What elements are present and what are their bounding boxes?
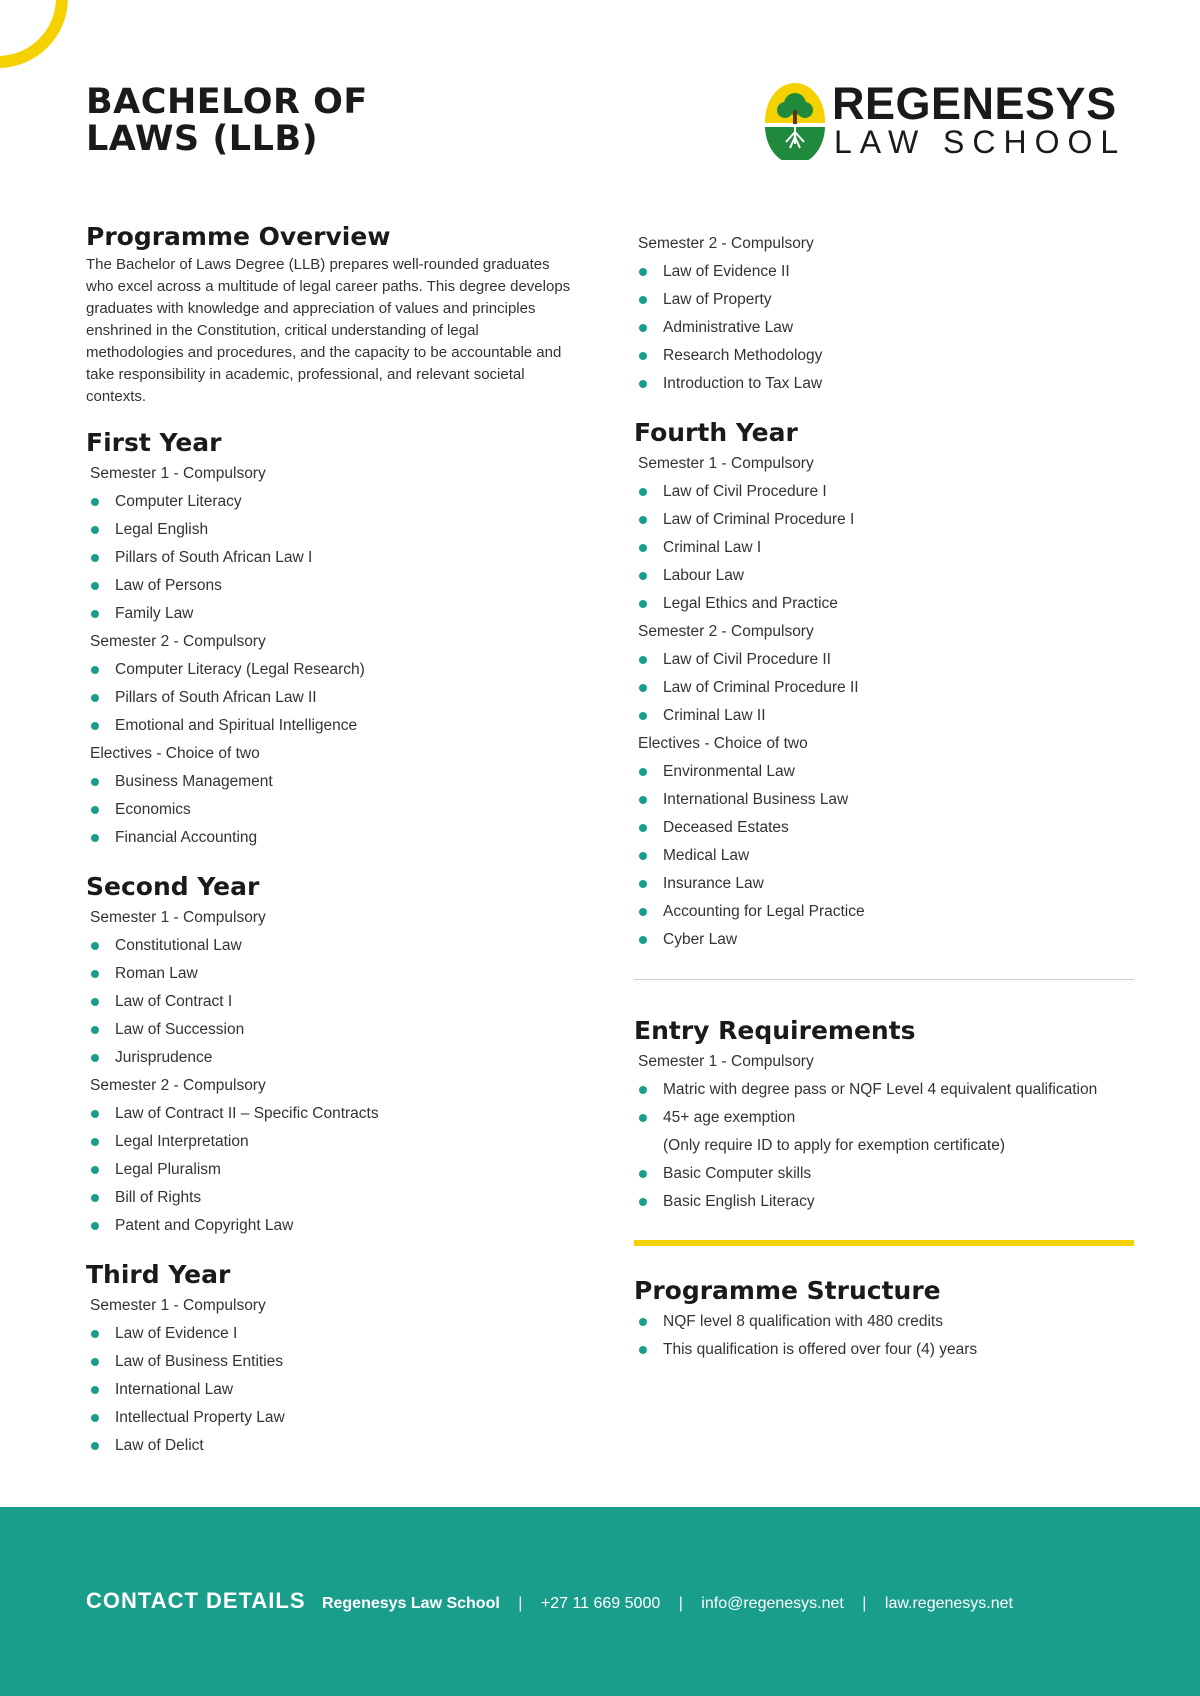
list-item: International Business Law [634, 786, 1134, 814]
bullet-icon [91, 1138, 99, 1146]
bullet-icon [639, 296, 647, 304]
list-item: Criminal Law I [634, 534, 1134, 562]
bullet-icon [639, 712, 647, 720]
entry-requirements-section [634, 1016, 1134, 1216]
bullet-icon [639, 824, 647, 832]
list-item: Basic Computer skills [634, 1160, 1134, 1188]
list-item: Legal Interpretation [86, 1128, 586, 1156]
bullet-icon [639, 1086, 647, 1094]
contact-website[interactable]: law.regenesys.net [884, 1595, 1013, 1612]
title-line-1: BACHELOR OF [86, 82, 368, 122]
bullet-icon [639, 544, 647, 552]
semester-label: Semester 2 - Compulsory [638, 623, 814, 640]
separator: | [862, 1595, 867, 1612]
list-item: NQF level 8 qualification with 480 credits [634, 1308, 1134, 1336]
list-item: Emotional and Spiritual Intelligence [86, 712, 586, 740]
list-item: Legal Ethics and Practice [634, 590, 1134, 618]
bullet-icon [91, 1358, 99, 1366]
contact-details [86, 1589, 1013, 1616]
highlight-divider [634, 1240, 1134, 1246]
bullet-icon [91, 806, 99, 814]
list-item: Law of Succession [86, 1016, 586, 1044]
bullet-icon [639, 880, 647, 888]
list-item: Administrative Law [634, 314, 1134, 342]
bullet-icon [639, 488, 647, 496]
semester-label: Semester 1 - Compulsory [90, 909, 266, 926]
list-item: Economics [86, 796, 586, 824]
list-item: This qualification is offered over four (4) years [634, 1336, 1134, 1364]
section-divider [634, 979, 1134, 980]
fourth-year-heading: Fourth Year [634, 418, 798, 447]
electives-label: Electives - Choice of two [638, 735, 808, 752]
list-item: Pillars of South African Law II [86, 684, 586, 712]
bullet-icon [91, 610, 99, 618]
bullet-icon [91, 1414, 99, 1422]
bullet-icon [91, 1442, 99, 1450]
semester-label: Semester 1 - Compulsory [638, 455, 814, 472]
list-item: Bill of Rights [86, 1184, 586, 1212]
programme-structure-heading: Programme Structure [634, 1276, 941, 1305]
third-year-section [86, 1260, 586, 1460]
semester-label: Semester 2 - Compulsory [90, 1077, 266, 1094]
semester-label: Semester 1 - Compulsory [638, 1053, 814, 1070]
list-item-note: (Only require ID to apply for exemption certificate) [663, 1137, 1005, 1154]
bullet-icon [639, 796, 647, 804]
overview-heading: Programme Overview [86, 222, 391, 251]
bullet-icon [91, 778, 99, 786]
document-title [86, 84, 506, 158]
list-item: Cyber Law [634, 926, 1134, 954]
list-item: Matric with degree pass or NQF Level 4 equivalent qualification [634, 1076, 1134, 1104]
bullet-icon [91, 1194, 99, 1202]
list-item: Law of Civil Procedure II [634, 646, 1134, 674]
bullet-icon [639, 852, 647, 860]
semester-label: Semester 2 - Compulsory [90, 633, 266, 650]
bullet-icon [639, 324, 647, 332]
semester-label: Semester 1 - Compulsory [90, 465, 266, 482]
bullet-icon [639, 1318, 647, 1326]
electives-label: Electives - Choice of two [90, 745, 260, 762]
bullet-icon [639, 1170, 647, 1178]
separator: | [518, 1595, 523, 1612]
bullet-icon [639, 1198, 647, 1206]
programme-structure-section [634, 1276, 1134, 1364]
tree-emblem-icon [764, 82, 826, 160]
fourth-year-section [634, 418, 1134, 954]
list-item: International Law [86, 1376, 586, 1404]
list-item: Business Management [86, 768, 586, 796]
list-item: Basic English Literacy [634, 1188, 1134, 1216]
bullet-icon [91, 666, 99, 674]
contact-organisation: Regenesys Law School [321, 1595, 500, 1612]
entry-requirements-heading: Entry Requirements [634, 1016, 916, 1045]
bullet-icon [639, 352, 647, 360]
list-item: Environmental Law [634, 758, 1134, 786]
bullet-icon [91, 942, 99, 950]
list-item: Law of Business Entities [86, 1348, 586, 1376]
list-item: Constitutional Law [86, 932, 586, 960]
bullet-icon [91, 582, 99, 590]
list-item: Introduction to Tax Law [634, 370, 1134, 398]
bullet-icon [639, 1346, 647, 1354]
bullet-icon [639, 1114, 647, 1122]
left-column [86, 222, 586, 1460]
list-item: Labour Law [634, 562, 1134, 590]
bullet-icon [91, 722, 99, 730]
bullet-icon [639, 572, 647, 580]
list-item: Family Law [86, 600, 586, 628]
bullet-icon [91, 1386, 99, 1394]
bullet-icon [91, 970, 99, 978]
contact-phone[interactable]: +27 11 669 5000 [540, 1595, 661, 1612]
list-item: Law of Contract II – Specific Contracts [86, 1100, 586, 1128]
list-item: Research Methodology [634, 342, 1134, 370]
bullet-icon [639, 516, 647, 524]
bullet-icon [91, 694, 99, 702]
bullet-icon [91, 1222, 99, 1230]
list-item: Insurance Law [634, 870, 1134, 898]
list-item: Jurisprudence [86, 1044, 586, 1072]
bullet-icon [639, 908, 647, 916]
list-item: Pillars of South African Law I [86, 544, 586, 572]
list-item: Legal English [86, 516, 586, 544]
bullet-icon [91, 1026, 99, 1034]
list-item: 45+ age exemption [634, 1104, 1134, 1132]
second-year-section [86, 872, 586, 1240]
footer-bar [0, 1507, 1200, 1696]
first-year-heading: First Year [86, 428, 222, 457]
bullet-icon [639, 684, 647, 692]
semester-label: Semester 1 - Compulsory [90, 1297, 266, 1314]
bullet-icon [639, 380, 647, 388]
separator: | [678, 1595, 683, 1612]
regenesys-logo [764, 78, 1134, 162]
bullet-icon [91, 1166, 99, 1174]
list-item: Patent and Copyright Law [86, 1212, 586, 1240]
list-item: Law of Evidence II [634, 258, 1134, 286]
bullet-icon [91, 998, 99, 1006]
bullet-icon [639, 768, 647, 776]
bullet-icon [91, 1330, 99, 1338]
logo-subtitle: LAW SCHOOL [834, 124, 1127, 160]
list-item: Medical Law [634, 842, 1134, 870]
list-item: Law of Criminal Procedure I [634, 506, 1134, 534]
list-item: Law of Criminal Procedure II [634, 674, 1134, 702]
list-item: Computer Literacy [86, 488, 586, 516]
bullet-icon [91, 834, 99, 842]
programme-overview [86, 222, 586, 408]
contact-title: CONTACT DETAILS [86, 1588, 306, 1613]
second-year-heading: Second Year [86, 872, 260, 901]
list-item: Accounting for Legal Practice [634, 898, 1134, 926]
title-line-2: LAWS (LLB) [86, 119, 319, 159]
list-item: Law of Civil Procedure I [634, 478, 1134, 506]
bullet-icon [639, 600, 647, 608]
bullet-icon [91, 554, 99, 562]
list-item: Roman Law [86, 960, 586, 988]
bullet-icon [91, 526, 99, 534]
bullet-icon [639, 936, 647, 944]
semester-label: Semester 2 - Compulsory [638, 235, 814, 252]
bullet-icon [639, 268, 647, 276]
list-item: Legal Pluralism [86, 1156, 586, 1184]
bullet-icon [91, 1110, 99, 1118]
bullet-icon [91, 498, 99, 506]
first-year-section [86, 428, 586, 852]
list-item: Law of Property [634, 286, 1134, 314]
bullet-icon [639, 656, 647, 664]
contact-email[interactable]: info@regenesys.net [701, 1595, 844, 1612]
list-item: Law of Persons [86, 572, 586, 600]
list-item: Computer Literacy (Legal Research) [86, 656, 586, 684]
third-year-continued [634, 230, 1134, 398]
overview-text: The Bachelor of Laws Degree (LLB) prepares well-rounded graduates who excel across a multitude of legal career paths. This degree develops graduates with knowledge and appreciation of values and principles enshrined in the Constitution, critical understanding of legal methodologies and procedures, and the capacity to be accountable and take responsibility in academic, professional, and relevant societal contexts. [86, 256, 571, 405]
list-item: Intellectual Property Law [86, 1404, 586, 1432]
right-column [634, 230, 1134, 1364]
list-item: Financial Accounting [86, 824, 586, 852]
list-item: Law of Evidence I [86, 1320, 586, 1348]
list-item: Law of Delict [86, 1432, 586, 1460]
logo-wordmark: REGENESYS [832, 78, 1117, 129]
list-item: Deceased Estates [634, 814, 1134, 842]
third-year-heading: Third Year [86, 1260, 231, 1289]
list-item: Criminal Law II [634, 702, 1134, 730]
list-item: Law of Contract I [86, 988, 586, 1016]
bullet-icon [91, 1054, 99, 1062]
decorative-arc [0, 0, 68, 68]
